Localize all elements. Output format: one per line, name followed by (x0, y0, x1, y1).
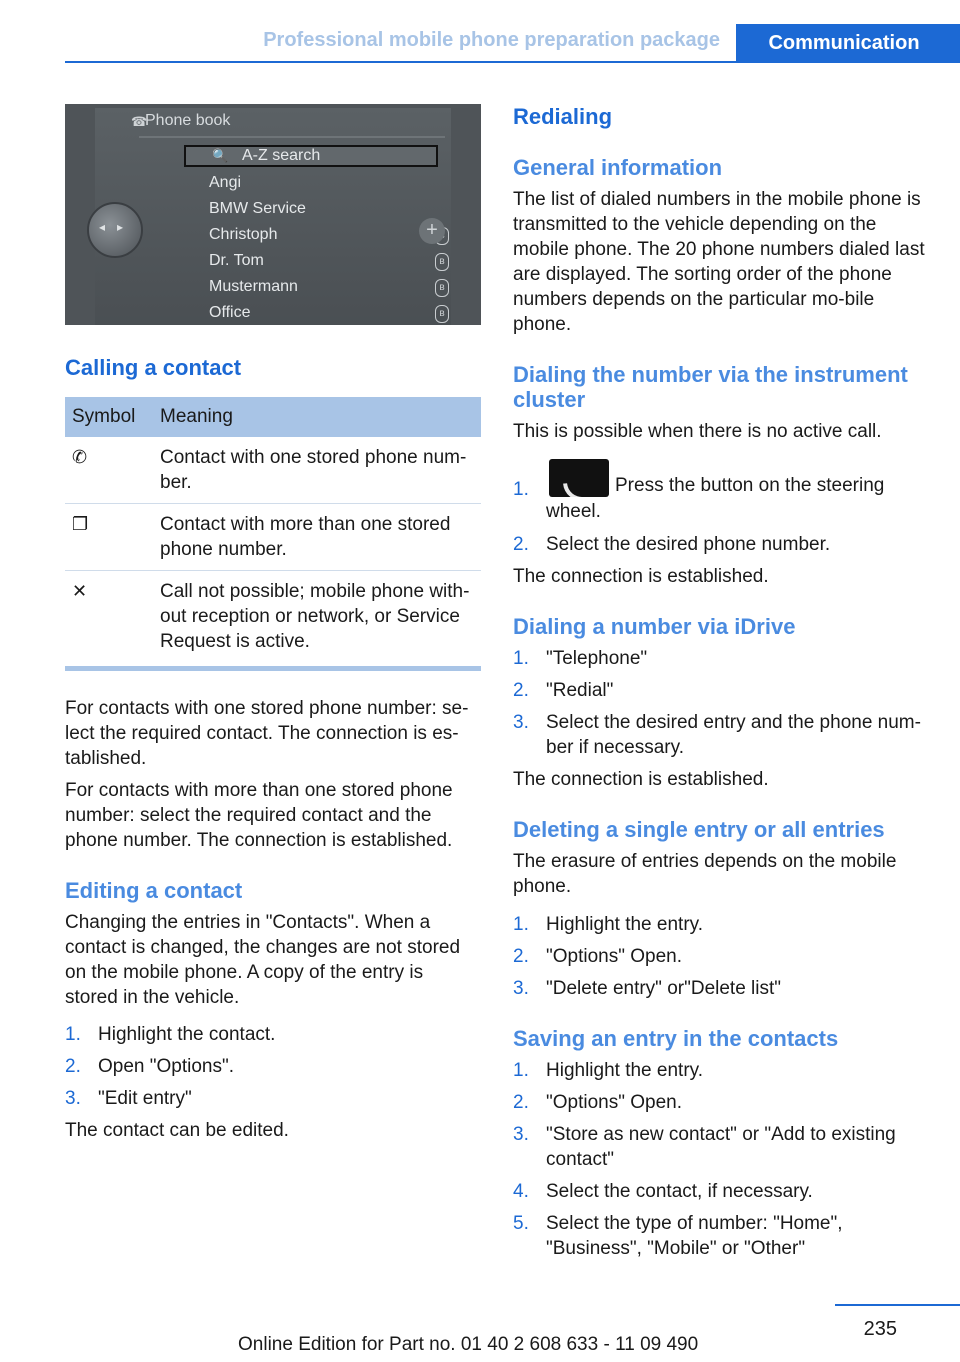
phone-book-icon: ☎ (131, 114, 148, 129)
screen-contact-row (209, 248, 449, 274)
table-row (65, 571, 481, 663)
list-item (513, 710, 933, 760)
list-text: Highlight the entry. (546, 914, 704, 935)
screen-title-bar (139, 136, 445, 138)
screen-contact-row (209, 170, 449, 196)
idrive-result: The connection is established. (513, 769, 769, 790)
screen-contact-name: Mustermann (209, 278, 298, 295)
single-phone-icon: ✆ (65, 437, 153, 504)
cluster-para: This is possible when there is no active call. (513, 421, 882, 442)
symbol-meaning: Contact with more than one stored phone number. (153, 504, 481, 571)
list-number: 5. (513, 1213, 529, 1234)
list-text: Select the type of number: "Home", "Business", "Mobile" or "Other" (546, 1213, 843, 1259)
saving-heading: Saving an entry in the contacts (513, 1026, 839, 1051)
list-item (513, 944, 933, 969)
list-item: 2. Select the desired phone number. (513, 534, 831, 555)
list-number: 3. (513, 1124, 529, 1145)
header-divider (65, 61, 960, 63)
delete-para: The erasure of entries depends on the mobile phone. (513, 851, 897, 897)
list-number: 1. (513, 1060, 529, 1081)
list-text: Select the desired entry and the phone num-ber if necessary. (546, 712, 921, 758)
symbol-meaning: Contact with one stored phone num-ber. (153, 437, 481, 504)
list-number: 3. (513, 712, 529, 733)
list-text: "Edit entry" (98, 1088, 192, 1109)
list-text: "Options" Open. (546, 946, 683, 967)
list-number: 2. (513, 946, 529, 967)
symbol-table (65, 397, 481, 662)
editing-contact-para: Changing the entries in "Contacts". When a contact is changed, the changes are not stored on the mobile phone. A copy of the entry is stored in the vehicle. (65, 912, 461, 1008)
left-column (65, 104, 481, 1143)
para-one-number: For contacts with one stored phone number: se-lect the required contact. The connection is es-tablished. (65, 698, 469, 769)
list-text: Highlight the entry. (546, 1060, 704, 1081)
redialing-heading: Redialing (513, 104, 613, 129)
list-text: "Options" Open. (546, 1092, 683, 1113)
list-item (513, 678, 933, 703)
list-item (513, 976, 933, 1001)
delete-steps-list (513, 912, 933, 1001)
list-text: "Redial" (546, 680, 614, 701)
editing-steps-list (65, 1022, 481, 1111)
page-header (0, 0, 960, 62)
list-number: 2. (513, 1092, 529, 1113)
general-info-heading: General information (513, 155, 723, 180)
phone-crossed-icon: ✕ (72, 581, 88, 601)
list-item (513, 1090, 933, 1115)
list-text: Highlight the contact. (98, 1024, 276, 1045)
screen-search-label: A-Z search (242, 147, 321, 164)
table-row (65, 437, 481, 504)
delete-heading: Deleting a single entry or all entries (513, 817, 885, 842)
arrow-right-icon: ▸ (117, 220, 124, 234)
calling-contact-heading: Calling a contact (65, 355, 242, 380)
symbol-column-header: Symbol (65, 397, 153, 437)
editing-contact-heading: Editing a contact (65, 878, 243, 903)
phone-button-icon (549, 459, 609, 497)
screen-contact-name: Angi (209, 174, 242, 191)
saving-steps-list (513, 1058, 933, 1261)
edition-footer: Online Edition for Part no. 01 40 2 608 633 - 11 09 490 (238, 1334, 699, 1355)
list-item (65, 1054, 481, 1079)
bluetooth-icon: ʙ (435, 305, 449, 323)
list-number: 1. (65, 1024, 81, 1045)
footer-divider (835, 1304, 960, 1306)
list-item: 1. Press the button on the steering wheel. (513, 459, 933, 525)
list-number: 2. (65, 1056, 81, 1077)
screen-contact-list (209, 170, 449, 325)
list-text: "Delete entry" or"Delete list" (546, 978, 782, 999)
editing-result: The contact can be edited. (65, 1120, 289, 1141)
list-number: 3. (513, 978, 529, 999)
list-item (513, 1122, 933, 1172)
meaning-column-header: Meaning (153, 397, 481, 437)
header-section-title: Professional mobile phone preparation package (263, 29, 720, 51)
list-number: 1. (513, 648, 529, 669)
list-item (513, 1211, 933, 1261)
symbol-table-header (65, 397, 481, 437)
list-text: "Telephone" (546, 648, 648, 669)
list-item (513, 1179, 933, 1204)
list-number: 2. (513, 680, 529, 701)
screen-contact-name: Office (209, 304, 251, 321)
list-number: 4. (513, 1181, 529, 1202)
para-multi-number: For contacts with more than one stored phone number: select the required contact and the phone number. The connection is established. (65, 780, 453, 851)
list-item (513, 912, 933, 937)
screen-display (95, 108, 451, 325)
screen-contact-name: Christoph (209, 226, 278, 243)
bluetooth-icon: ʙ (435, 253, 449, 271)
phone-book-screenshot (65, 104, 481, 325)
table-end-bar (65, 666, 481, 671)
screen-search-row (184, 145, 438, 167)
idrive-heading: Dialing a number via iDrive (513, 614, 796, 639)
cluster-result: The connection is established. (513, 566, 769, 587)
plus-icon: + (419, 218, 445, 244)
list-item (513, 1058, 933, 1083)
list-text: "Store as new contact" or "Add to existing contact" (546, 1124, 896, 1170)
cluster-heading: Dialing the number via the instrument cluster (513, 362, 908, 412)
list-number: 3. (65, 1088, 81, 1109)
list-number: 1. (513, 914, 529, 935)
screen-contact-row (209, 222, 449, 248)
screen-contact-name: BMW Service (209, 200, 306, 217)
list-item (513, 646, 933, 671)
multi-number-icon: ❐ (65, 504, 153, 571)
right-column (513, 104, 933, 1261)
idrive-steps-list (513, 646, 933, 760)
list-item (65, 1022, 481, 1047)
list-text: Select the contact, if necessary. (546, 1181, 813, 1202)
bluetooth-icon: ʙ (435, 279, 449, 297)
list-text: Open "Options". (98, 1056, 235, 1077)
controller-knob-icon (87, 202, 143, 258)
screen-contact-row (209, 274, 449, 300)
list-item (65, 1086, 481, 1111)
cluster-steps-list (513, 459, 933, 557)
general-info-para: The list of dialed numbers in the mobile phone is transmitted to the vehicle depending on the mobile phone. The 20 phone numbers dialed last are displayed. The sorting order of the phone numbers depends on the particular mo-bile phone. (513, 189, 925, 335)
table-row (65, 504, 481, 571)
symbol-meaning: Call not possible; mobile phone with-out reception or network, or Service Request is active. (160, 581, 470, 652)
cluster-step-text: Select the desired phone number. (546, 534, 831, 555)
arrow-left-icon: ◂ (99, 220, 106, 234)
screen-title: Phone book (145, 112, 231, 129)
screen-contact-name: Dr. Tom (209, 252, 264, 269)
screen-contact-row (209, 196, 449, 222)
search-icon: 🔍 (212, 148, 229, 163)
screen-contact-row (209, 300, 449, 325)
page-number: 235 (863, 1318, 897, 1340)
header-chapter-tab: Communication (736, 24, 960, 62)
cluster-step-text: Press the button on the steering wheel. (546, 475, 885, 522)
